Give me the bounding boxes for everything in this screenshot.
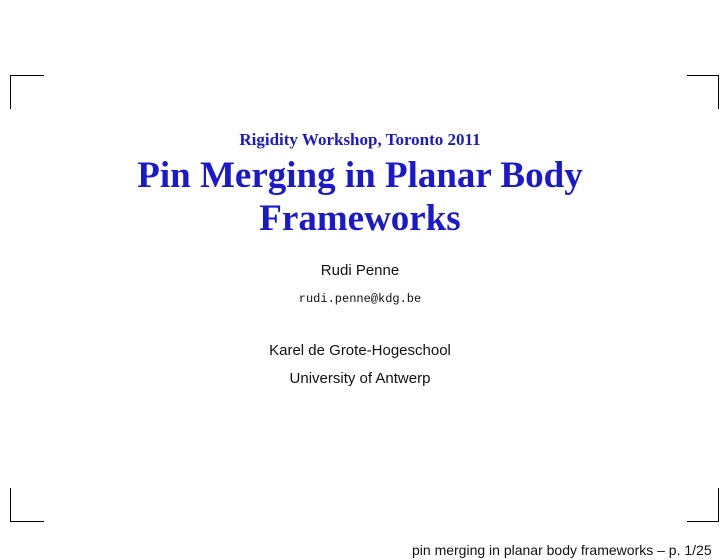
affiliation-2: University of Antwerp [289, 370, 431, 387]
slide-footer: pin merging in planar body frameworks – p. 1/25 [412, 542, 712, 558]
crop-mark-bottom-left [10, 488, 44, 522]
slide-title: Pin Merging in Planar Body Frameworks [137, 155, 583, 239]
author-email: rudi.penne@kdg.be [298, 292, 422, 306]
crop-mark-top-right [687, 75, 719, 109]
crop-mark-top-left [10, 75, 44, 109]
crop-mark-bottom-right [687, 488, 719, 522]
workshop-name: Rigidity Workshop, Toronto 2011 [239, 130, 481, 149]
affiliation-1: Karel de Grote-Hogeschool [269, 342, 451, 359]
author-name: Rudi Penne [320, 262, 400, 279]
